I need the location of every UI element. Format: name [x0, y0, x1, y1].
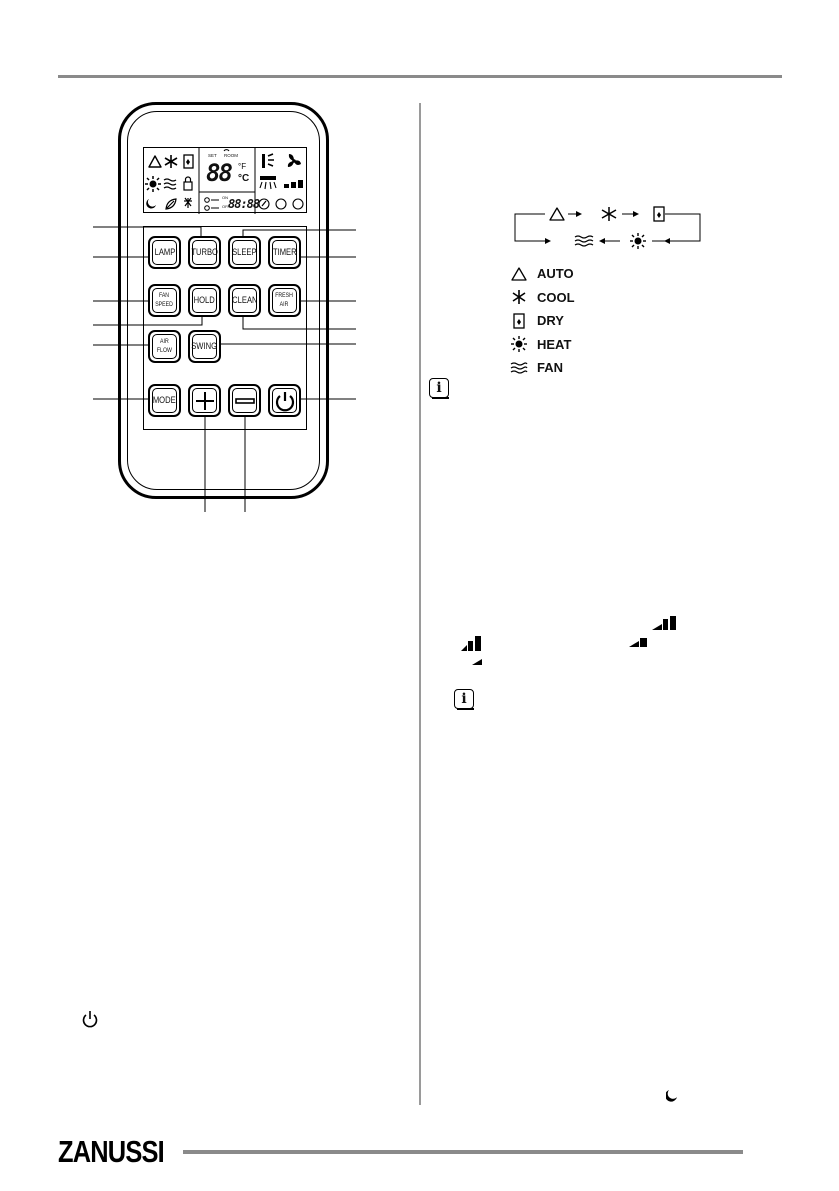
mode-legend: [510, 262, 575, 380]
fan-speed-high-bars: [461, 633, 491, 667]
cool-icon: [510, 288, 528, 306]
info-icon: i: [429, 378, 449, 398]
turbo-button-label: TURBO: [191, 246, 218, 258]
legend-label-heat: HEAT: [537, 336, 572, 352]
info-icon-2: i: [454, 689, 474, 709]
fan-speed-button-label: FAN SPEED: [155, 292, 174, 308]
power-symbol-icon: [81, 1010, 99, 1028]
legend-row-auto: [510, 262, 575, 286]
lcd-unit-f: °F: [238, 162, 247, 171]
lcd-timer-digits: 88:88: [228, 197, 260, 211]
legend-row-cool: [510, 286, 575, 310]
legend-label-fan: FAN: [537, 360, 563, 376]
mode-button-label: MODE: [153, 394, 176, 406]
clean-button-label: CLEAN: [231, 294, 258, 306]
lcd-temp-digits: 88: [206, 159, 231, 187]
legend-row-dry: [510, 309, 575, 333]
remote-callout-lines: [0, 0, 839, 520]
bottom-rule: [183, 1150, 743, 1154]
timer-button-label: TIMER: [272, 246, 297, 258]
cycle-fan-icon: [575, 236, 593, 246]
auto-icon: [510, 265, 528, 283]
hold-button-label: HOLD: [193, 294, 216, 306]
fresh-air-button-label: FRESH AIR: [275, 292, 294, 308]
lamp-button-label: LAMP: [154, 246, 175, 258]
sleep-button-label: SLEEP: [232, 246, 257, 258]
air-flow-button-label: AIR FLOW: [156, 338, 173, 354]
mode-cycle-diagram: [510, 205, 705, 261]
cycle-cool-icon: [602, 207, 616, 221]
cycle-heat-icon: [630, 233, 646, 249]
legend-label-auto: AUTO: [537, 266, 574, 282]
lcd-room-label: ROOM: [224, 153, 238, 158]
legend-row-fan: [510, 356, 575, 380]
legend-row-heat: [510, 333, 575, 357]
fan-icon: [510, 359, 528, 377]
swing-button-label: SWING: [191, 340, 218, 352]
legend-label-cool: COOL: [537, 289, 575, 305]
lcd-timer-off: OFF: [222, 204, 230, 209]
heat-icon: [510, 335, 528, 353]
legend-label-dry: DRY: [537, 313, 564, 329]
lcd-set-label: SET: [208, 153, 217, 158]
dry-icon: [510, 312, 528, 330]
plus-icon: [195, 391, 215, 411]
lcd-timer-on: ON: [222, 195, 228, 200]
minus-icon: [235, 391, 255, 411]
cycle-dry-icon: [654, 207, 664, 221]
sleep-moon-icon: [666, 1088, 680, 1102]
lcd-unit-c: °C: [238, 173, 250, 184]
cycle-auto-icon: [550, 208, 564, 220]
fan-speed-step-bars: [629, 615, 687, 651]
brand-logo: ZANUSSI: [58, 1134, 164, 1169]
power-icon: [274, 390, 296, 412]
